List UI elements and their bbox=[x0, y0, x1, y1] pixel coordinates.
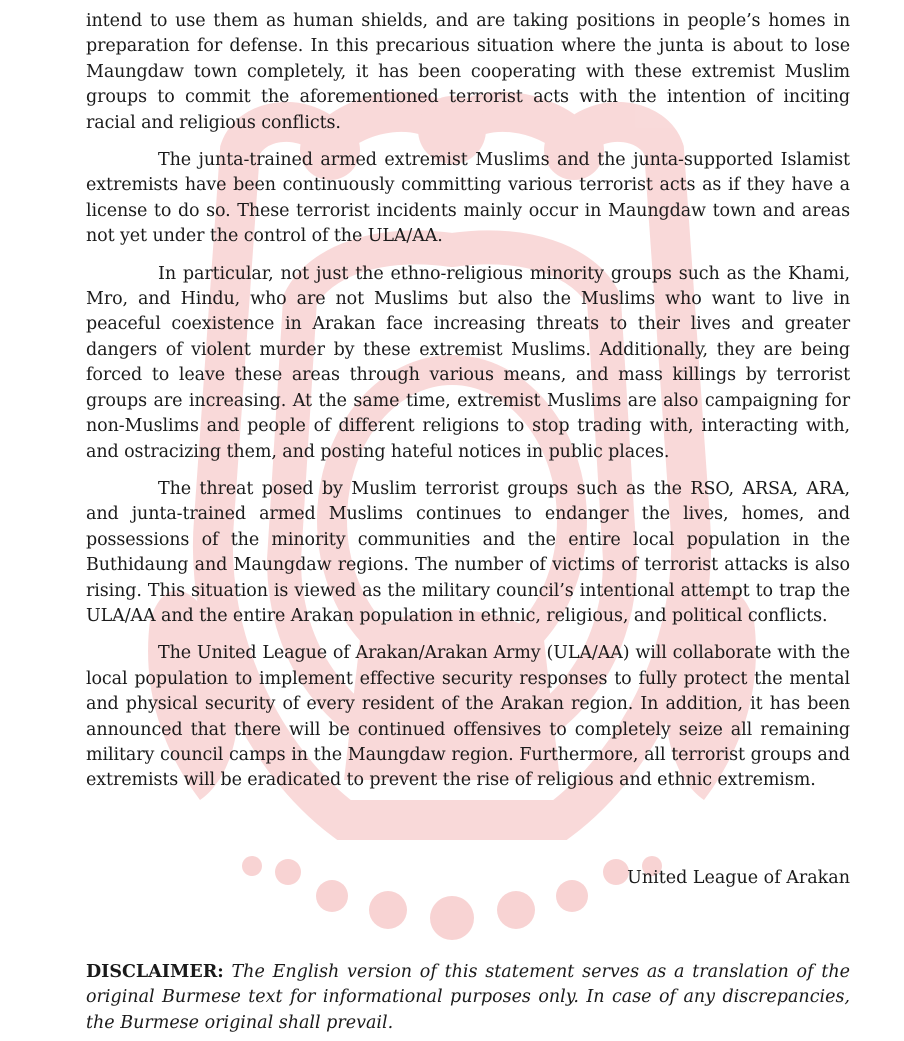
disclaimer-text: The English version of this statement serves as a translation of the original Burmese text for informational purposes only. In case of any discrepancies, the Burmese original shall prevail. bbox=[86, 962, 850, 1033]
paragraph-3: In particular, not just the ethno-religious minority groups such as the Khami, Mro, and Hindu, who are not Muslims but also the Muslims who want to live in peaceful coexistence in Arakan face increasing threats to their lives and greater dangers of violent murder by these extremist Muslims. Additionally, they are being forced to leave these areas through various means, and mass killings by terrorist groups are increasing. At the same time, extremist Muslims are also campaigning for non-Muslims and people of different religions to stop trading with, interacting with, and ostracizing them, and posting hateful notices in public places. bbox=[86, 263, 850, 462]
paragraph-2: The junta-trained armed extremist Muslims and the junta-supported Islamist extremists have been continuously committing various terrorist acts as if they have a license to do so. These terrorist incidents mainly occur in Maungdaw town and areas not yet under the control of the ULA/AA. bbox=[86, 150, 850, 247]
disclaimer-label: DISCLAIMER: bbox=[86, 962, 224, 982]
signature: United League of Arakan bbox=[627, 868, 850, 888]
paragraph-5: The United League of Arakan/Arakan Army (ULA/AA) will collaborate with the local population to implement effective security responses to fully protect the mental and physical security of every resident of the Arakan region. In addition, it has been announced that there will be continued offensives to completely seize all remaining military council camps in the Maungdaw region. Furthermore, all terrorist groups and extremists will be eradicated to prevent the rise of religious and ethnic extremism. bbox=[86, 643, 850, 791]
paragraph-1: intend to use them as human shields, and are taking positions in people’s homes in preparation for defense. In this precarious situation where the junta is about to lose Maungdaw town completely, it has been cooperating with these extremist Muslim groups to commit the aforementioned terrorist acts with the intention of inciting racial and religious conflicts. bbox=[86, 11, 850, 133]
paragraph-4: The threat posed by Muslim terrorist groups such as the RSO, ARSA, ARA, and junta-trained armed Muslims continues to endanger the lives, homes, and possessions of the minority communities and the entire local population in the Buthidaung and Maungdaw regions. The number of victims of terrorist attacks is also rising. This situation is viewed as the military council’s intentional attempt to trap the ULA/AA and the entire Arakan population in ethnic, religious, and political conflicts. bbox=[86, 478, 850, 626]
statement-body bbox=[86, 9, 850, 806]
disclaimer bbox=[86, 960, 850, 1036]
